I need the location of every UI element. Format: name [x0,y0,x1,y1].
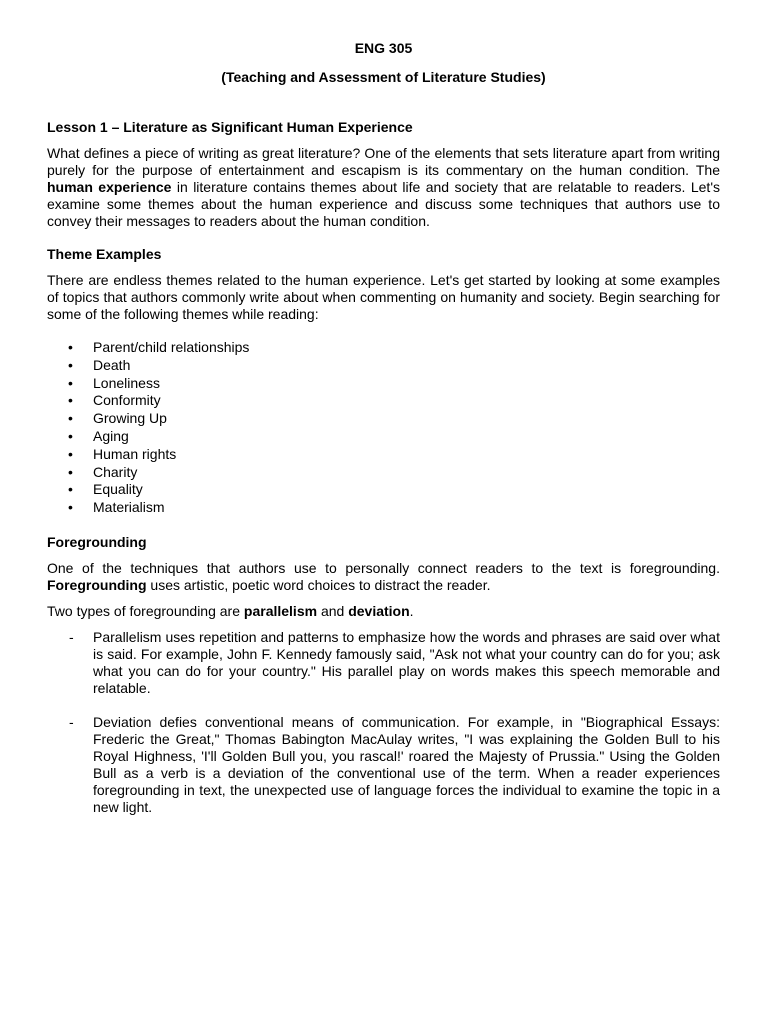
parallelism-bold-term: parallelism [243,602,318,619]
bullet-icon: • [68,481,73,498]
list-item [47,392,720,410]
types-text-2: and [317,602,349,619]
dash-icon: - [69,628,74,645]
document-page [47,40,720,833]
lesson-intro-text-2: in literature contains themes about life and society that are relatable to readers. Let's examine some themes about the human experience and discuss some techniques that authors use to convey their messages to readers about the human condition. [47,179,720,229]
course-title: (Teaching and Assessment of Literature Studies) [221,69,546,85]
theme-examples-heading: Theme Examples [47,246,162,262]
course-code: ENG 305 [354,40,413,56]
list-item [47,481,720,499]
list-item-label: Materialism [93,499,165,516]
lesson-intro-paragraph [47,145,720,230]
lesson-intro-text-1: What defines a piece of writing as great literature? One of the elements that sets literature apart from writing purely for the purpose of entertainment and escapism is its commentary on the human condition. The [47,145,720,178]
types-text-1: Two types of foregrounding are [47,602,244,619]
theme-examples-intro: There are endless themes related to the human experience. Let's get started by looking at some examples of topics that authors commonly write about when commenting on humanity and society. Begin searching for some of the following themes while reading: [47,272,720,322]
list-item [47,375,720,393]
list-item-label: Conformity [93,392,161,409]
bullet-icon: • [68,410,73,427]
list-item-label: Charity [93,463,138,480]
bullet-icon: • [68,392,73,409]
list-item [47,714,720,816]
foregrounding-bold-term: Foregrounding [47,576,147,593]
list-item [47,464,720,482]
foregrounding-text-1: One of the techniques that authors use to personally connect readers to the text is foregrounding. [47,559,720,576]
list-item-label: Human rights [93,445,177,462]
list-item [47,357,720,375]
types-text-3: . [409,602,414,619]
bullet-icon: • [68,445,73,462]
foregrounding-paragraph-2 [47,603,720,620]
list-item-label: Growing Up [93,410,167,427]
bullet-icon: • [68,356,73,373]
list-item-label: Aging [93,427,129,444]
foregrounding-text-2: uses artistic, poetic word choices to distract the reader. [146,576,491,593]
foregrounding-heading: Foregrounding [47,533,147,550]
list-item-label: Death [93,356,131,373]
list-item-label: Equality [93,481,143,498]
foregrounding-types-list [47,629,720,816]
list-item-label: Parent/child relationships [93,339,250,355]
lesson-intro-bold-term: human experience [47,179,172,195]
parallelism-description: Parallelism uses repetition and patterns to emphasize how the words and phrases are said over what is said. For example, John F. Kennedy famously said, "Ask not what your country can do for you; ask what you can do for your country." His parallel play on words makes this speech memorable and relatable. [93,628,720,696]
bullet-icon: • [68,463,73,480]
list-item [47,410,720,428]
foregrounding-paragraph-1 [47,560,720,594]
bullet-icon: • [68,427,73,444]
deviation-description: Deviation defies conventional means of communication. For example, in "Biographical Essays: Frederic the Great," Thomas Babington MacAulay writes, "I was explaining the Golden Bull to his Royal Highness, 'I'll Golden Bull you, you rascal!' roared the Majesty of Prussia." Using the Golden Bull as a verb is a deviation of the conventional use of the term. When a reader experiences foregrounding in text, the unexpected use of language forces the individual to examine the topic in a new light. [93,713,720,815]
dash-icon: - [69,713,74,730]
bullet-icon: • [68,339,73,355]
list-item [47,428,720,446]
lesson-title: Lesson 1 – Literature as Significant Human Experience [47,119,413,135]
list-item [47,499,720,517]
list-item [47,339,720,357]
list-item [47,629,720,697]
bullet-icon: • [68,499,73,516]
list-item [47,446,720,464]
list-item-label: Loneliness [93,374,160,391]
deviation-bold-term: deviation [348,602,410,619]
bullet-icon: • [68,374,73,391]
theme-list [47,339,720,517]
